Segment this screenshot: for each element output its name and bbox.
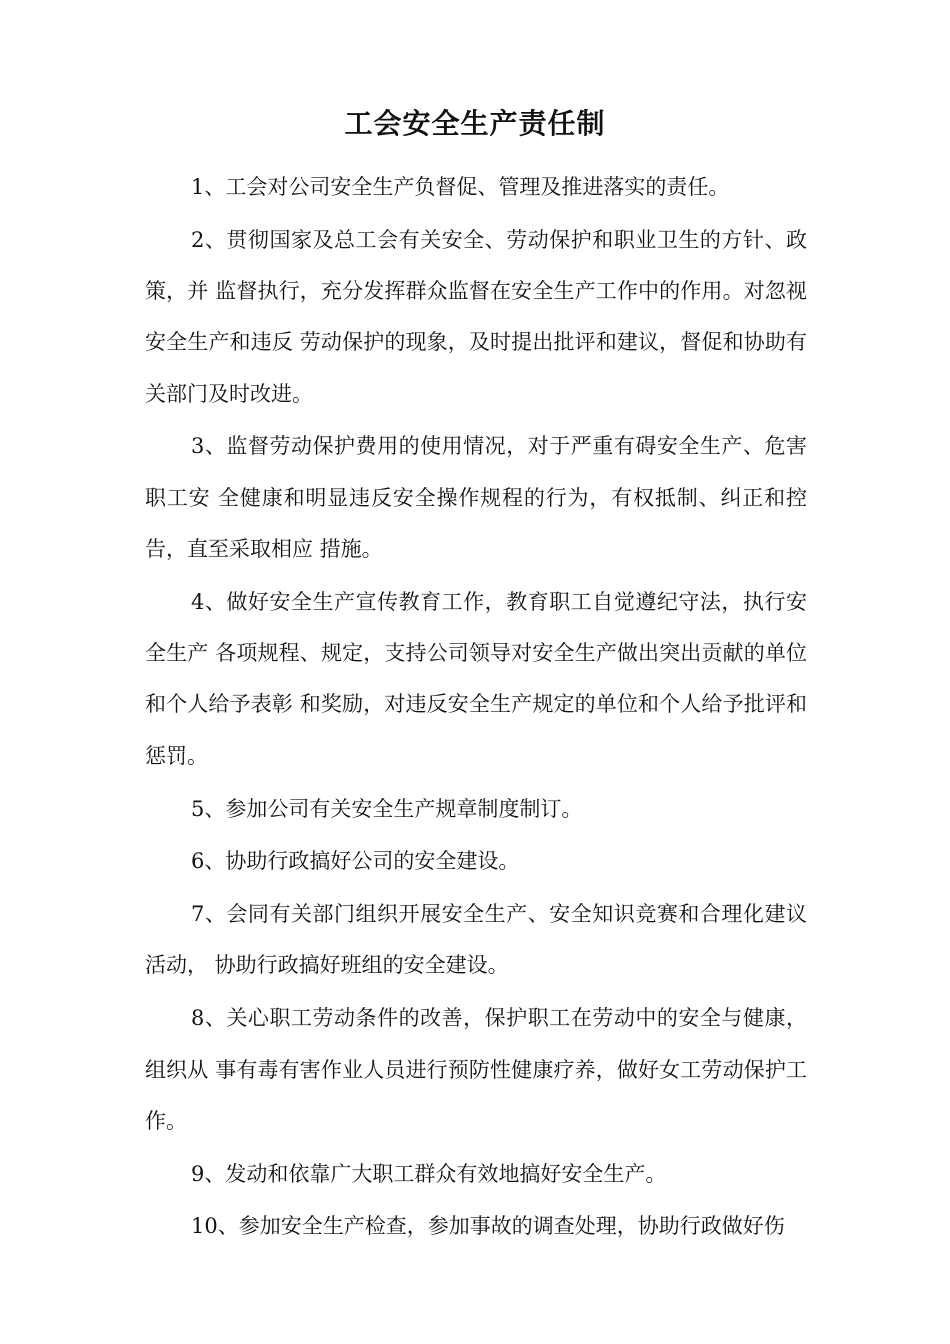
paragraph-1: 1、工会对公司安全生产负督促、管理及推进落实的责任。: [191, 175, 730, 199]
paragraph-6: 6、协助行政搞好公司的安全建设。: [191, 849, 520, 874]
paragraph-8: 8、关心职工劳动条件的改善，保护职工在劳动中的安全与健康，组织从 事有毒有害作业人员进行预防性健康疗养，做好女工劳动保护工作。: [145, 1006, 807, 1133]
paragraph-3: 3、监督劳动保护费用的使用情况，对于严重有碍安全生产、危害职工安 全健康和明显违反安全操作规程的行为，有权抵制、纠正和控告，直至采取相应 措施。: [145, 434, 807, 562]
paragraph-4: 4、做好安全生产宣传教育工作，教育职工自觉遵纪守法，执行安全生产 各项规程、规定，支持公司领导对安全生产做出突出贡献的单位和个人给予表彰 和奖励，对违反安全生产规定的单位和个人给予批评和惩罚。: [145, 589, 807, 768]
document-body: [145, 162, 807, 1254]
paragraph-10: 10、参加安全生产检查，参加事故的调查处理，协助行政做好伤: [191, 1214, 785, 1239]
document-title: 工会安全生产责任制: [344, 107, 606, 140]
paragraph-7: 7、会同有关部门组织开展安全生产、安全知识竞赛和合理化建议活动， 协助行政搞好班组的安全建设。: [145, 902, 807, 978]
paragraph-5: 5、参加公司有关安全生产规章制度制订。: [191, 796, 583, 821]
paragraph-2: 2、贯彻国家及总工会有关安全、劳动保护和职业卫生的方针、政策，并 监督执行，充分发挥群众监督在安全生产工作中的作用。对忽视安全生产和违反 劳动保护的现象，及时提出批评和建议，督促和协助有关部门及时改进。: [145, 227, 807, 406]
paragraph-9: 9、发动和依靠广大职工群众有效地搞好安全生产。: [191, 1161, 667, 1186]
